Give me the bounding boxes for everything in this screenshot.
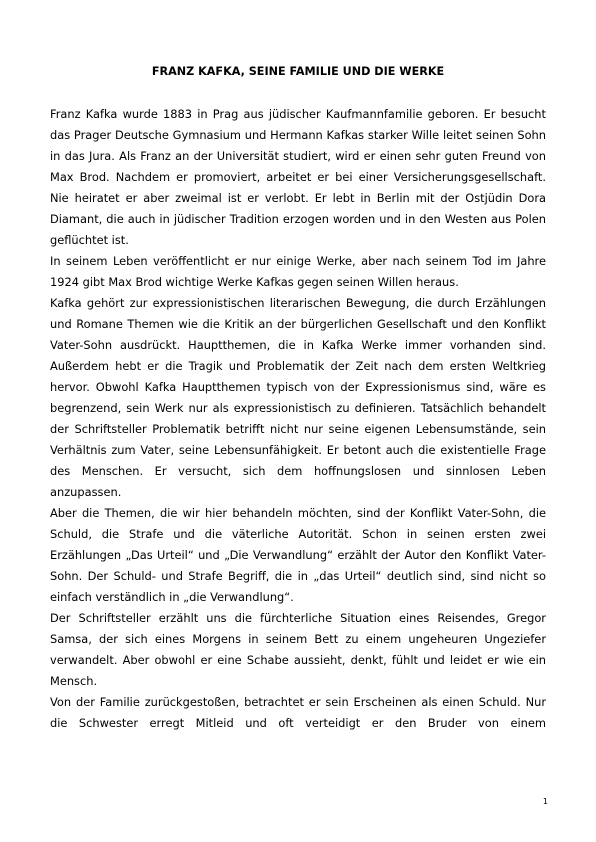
- document-body: [50, 104, 546, 734]
- paragraph-metamorphosis: Der Schriftsteller erzählt uns die fürchterliche Situation eines Reisendes, Gregor Samsa, der sich eines Morgens in seinem Bett zu einem ungeheuren Ungeziefer verwandelt. Aber obwohl er eine Schabe aussieht, denkt, fühlt und leidet er wie ein Mensch.: [50, 611, 546, 688]
- paragraph-biography: Franz Kafka wurde 1883 in Prag aus jüdischer Kaufmannfamilie geboren. Er besucht das Prager Deutsche Gymnasium und Hermann Kafkas starker Wille leitet seinen Sohn in das Jura. Als Franz an der Universität studiert, wird er einen sehr guten Freund von Max Brod. Nachdem er promoviert, arbeitet er bei einer Versicherungsgesellschaft. Nie heiratet er aber zweimal ist er verlobt. Er lebt in Berlin mit der Ostjüdin Dora Diamant, die auch in jüdischer Tradition erzogen worden und in den Westen aus Polen geflüchtet ist.: [50, 107, 546, 247]
- paragraph-expressionism: Kafka gehört zur expressionistischen literarischen Bewegung, die durch Erzählungen und Romane Themen wie die Kritik an der bürgerlichen Gesellschaft und den Konflikt Vater-Sohn ausdrückt. Hauptthemen, die in Kafka Werke immer vorhanden sind. Außerdem hebt er die Tragik und Problematik der Zeit nach dem ersten Weltkrieg hervor. Obwohl Kafka Hauptthemen typisch von der Expressionismus sind, wäre es begrenzend, sein Werk nur als expressionistisch zu definieren. Tatsächlich behandelt der Schriftsteller Problematik betrifft nicht nur seine eigenen Lebensumstände, sein Verhältnis zum Vater, seine Lebensunfähigkeit. Er betont auch die existentielle Frage des Menschen. Er versucht, sich dem hoffnungslosen und sinnlosen Leben anzupassen.: [50, 296, 546, 499]
- document-title: FRANZ KAFKA, SEINE FAMILIE UND DIE WERKE: [151, 65, 445, 78]
- paragraph-publications: In seinem Leben veröffentlicht er nur einige Werke, aber nach seinem Tod im Jahre 1924 gibt Max Brod wichtige Werke Kafkas gegen seinen Willen heraus.: [50, 254, 546, 289]
- paragraph-themes: Aber die Themen, die wir hier behandeln möchten, sind der Konflikt Vater-Sohn, die Schuld, die Strafe und die väterliche Autorität. Schon in seinen ersten zwei Erzählungen „Das Urteil“ und „Die Verwandlung“ erzählt der Autor den Konflikt Vater-Sohn. Der Schuld- und Strafe Begriff, die in „das Urteil“ deutlich sind, sind nicht so einfach verständlich in „die Verwandlung“.: [50, 506, 546, 604]
- paragraph-family: Von der Familie zurückgestoßen, betrachtet er sein Erscheinen als einen Schuld. Nur die Schwester erregt Mitleid und oft verteidigt er den Bruder von einem: [50, 695, 546, 730]
- page-number: 1: [542, 797, 548, 806]
